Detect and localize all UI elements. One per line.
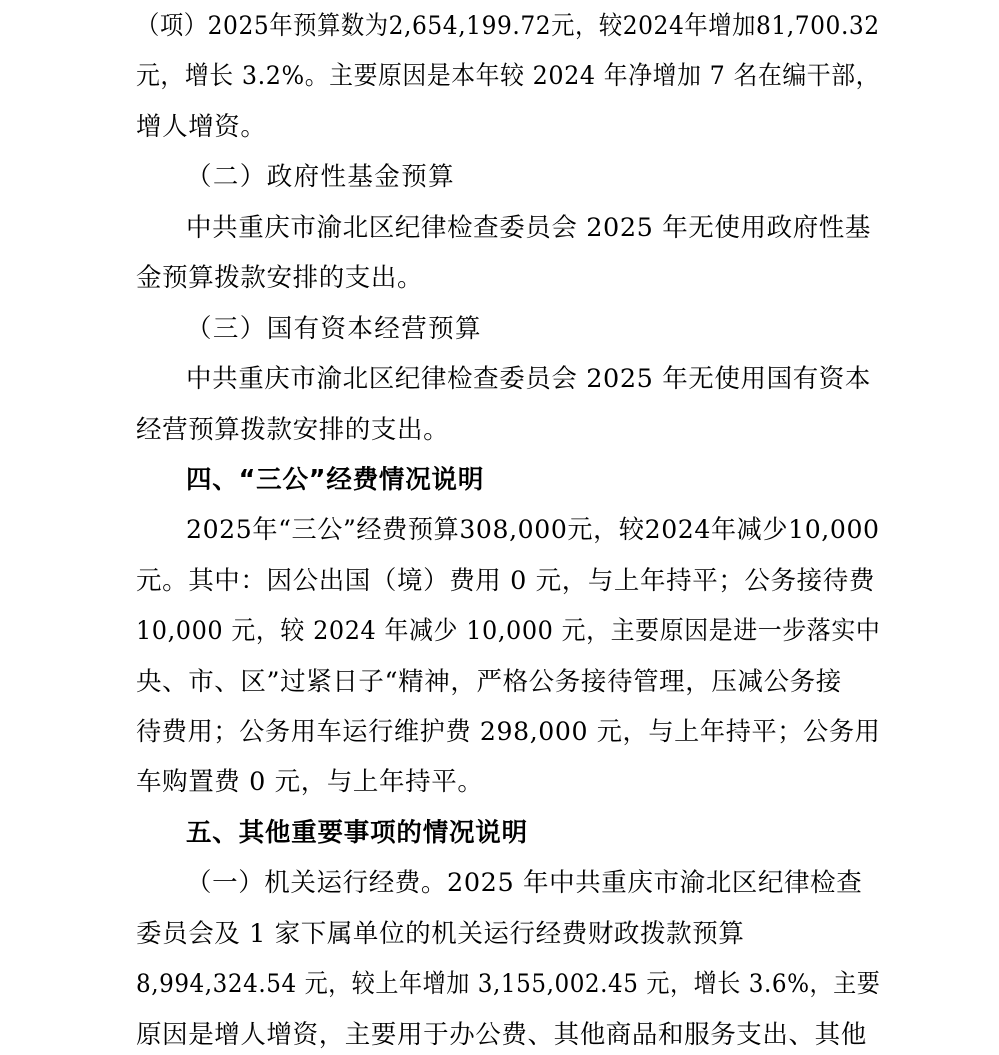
section-heading-government-fund: （二）政府性基金预算 [186, 162, 456, 192]
paragraph-line: （一）机关运行经费。2025 年中共重庆市渝北区纪律检查 [186, 868, 863, 898]
paragraph-line: 10,000 元，较 2024 年减少 10,000 元，主要原因是进一步落实中 [136, 616, 881, 646]
paragraph-line: 2025年“三公”经费预算308,000元，较2024年减少10,000 [186, 515, 880, 545]
paragraph-line: 中共重庆市渝北区纪律检查委员会 2025 年无使用政府性基 [186, 213, 872, 243]
paragraph-line: 车购置费 0 元，与上年持平。 [136, 767, 484, 797]
paragraph-line: 经营预算拨款安排的支出。 [136, 415, 450, 445]
paragraph-line: 待费用；公务用车运行维护费 298,000 元，与上年持平；公务用 [136, 717, 881, 747]
paragraph-line: 央、市、区”过紧日子“精神，严格公务接待管理，压减公务接 [136, 667, 842, 697]
paragraph-line: （项）2025年预算数为2,654,199.72元，较2024年增加81,700.32 [136, 11, 880, 41]
paragraph-line: 金预算拨款安排的支出。 [136, 263, 424, 293]
paragraph-line: 增人增资。 [136, 112, 267, 142]
paragraph-line: 元，增长 3.2%。主要原因是本年较 2024 年净增加 7 名在编干部， [136, 61, 881, 91]
paragraph-line: 元。其中：因公出国（境）费用 0 元，与上年持平；公务接待费 [136, 566, 875, 596]
section-heading-state-capital: （三）国有资本经营预算 [186, 314, 482, 344]
section-heading-three-public: 四、“三公”经费情况说明 [186, 465, 485, 495]
paragraph-line: 中共重庆市渝北区纪律检查委员会 2025 年无使用国有资本 [186, 364, 872, 394]
paragraph-line: 委员会及 1 家下属单位的机关运行经费财政拨款预算 [136, 919, 745, 949]
paragraph-line: 原因是增人增资，主要用于办公费、其他商品和服务支出、其他 [136, 1020, 867, 1050]
paragraph-line: 8,994,324.54 元，较上年增加 3,155,002.45 元，增长 3.6%，主要 [136, 969, 881, 999]
section-heading-other-matters: 五、其他重要事项的情况说明 [186, 818, 528, 848]
